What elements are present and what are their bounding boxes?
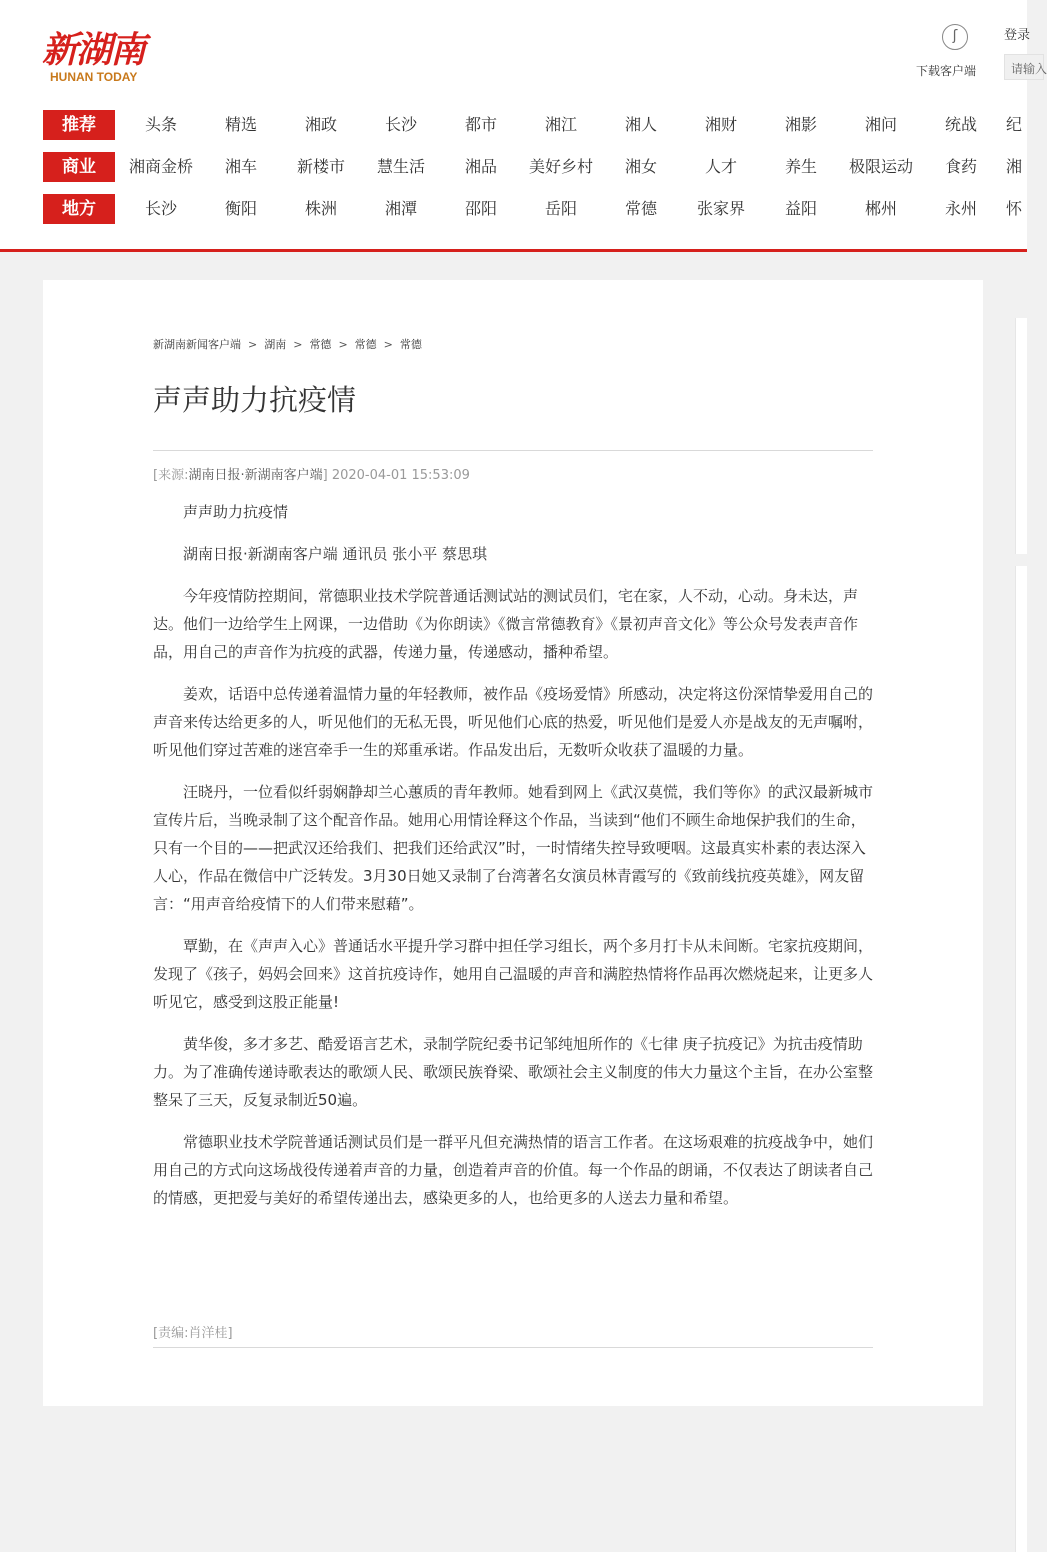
article-paragraph: 姜欢，话语中总传递着温情力量的年轻教师，被作品《疫场爱情》所感动，决定将这份深情挚爱用自己的声音来传达给更多的人，听见他们的无私无畏，听见他们心底的热爱，听见他们是爱人亦是战友的无声嘱咐，听见他们穿过苦难的迷宫牵手一生的郑重承诺。作品发出后，无数听众收获了温暖的力量。 (153, 685, 874, 759)
chevron-right-icon: > (383, 338, 393, 351)
breadcrumb-item[interactable]: 常德 (354, 338, 377, 351)
article-editor: [责编:肖洋桂] (153, 1326, 233, 1341)
search-input[interactable]: 请输入 (1004, 54, 1044, 80)
nav-item[interactable]: 衡阳 (224, 199, 257, 218)
nav-item[interactable]: 长沙 (144, 199, 177, 218)
logo-chinese: 新湖南 (42, 29, 145, 71)
breadcrumb (153, 336, 422, 352)
nav-item[interactable]: 湘财 (704, 115, 737, 134)
nav-item[interactable]: 长沙 (384, 115, 417, 134)
breadcrumb-item[interactable]: 新湖南新闻客户端 (153, 338, 241, 351)
chevron-right-icon: > (293, 338, 303, 351)
nav-item[interactable]: 永州 (944, 199, 977, 218)
nav-item[interactable]: 郴州 (864, 199, 897, 218)
chevron-right-icon: > (248, 338, 258, 351)
nav-item[interactable]: 益阳 (784, 199, 817, 218)
article-paragraph: 汪晓丹，一位看似纤弱娴静却兰心蕙质的青年教师。她看到网上《武汉莫慌，我们等你》的武汉最新城市宣传片后，当晚录制了这个配音作品。她用心用情诠释这个作品，当读到“他们不顾生命地保护我们的生命，只有一个目的——把武汉还给我们、把我们还给武汉”时，一时情绪失控导致哽咽。这最真实朴素的表达深入人心，作品在微信中广泛转发。3月30日她又录制了台湾著名女演员林青霞写的《致前线抗疫英雄》，网友留言：“用声音给疫情下的人们带来慰藉”。 (153, 783, 874, 913)
article-paragraph: 今年疫情防控期间，常德职业技术学院普通话测试站的测试员们，宅在家，人不动，心动。身未达，声达。他们一边给学生上网课，一边借助《为你朗读》《微言常德教育》《景初声音文化》等公众号发表声音作品，用自己的声音作为抗疫的武器，传递力量，传递感动，播种希望。 (153, 587, 859, 661)
nav-item[interactable]: 湘江 (544, 115, 577, 134)
article-title: 声声助力抗疫情 (153, 383, 357, 417)
article-paragraph: 黄华俊，多才多艺、酷爱语言艺术，录制学院纪委书记邹纯旭所作的《七律 庚子抗疫记》为抗击疫情助力。为了准确传递诗歌表达的歌颂人民、歌颂民族脊梁、歌颂社会主义制度的伟大力量这个主旨，在办公室整整呆了三天，反复录制近50遍。 (153, 1035, 874, 1109)
breadcrumb-item[interactable]: 湖南 (264, 338, 287, 351)
nav-item[interactable]: 美好乡村 (528, 157, 593, 176)
nav-item[interactable]: 湘 (1005, 157, 1022, 176)
article-source: 湖南日报·新湖南客户端 (188, 468, 323, 483)
nav-item[interactable]: 湘品 (464, 157, 497, 176)
nav-item[interactable]: 慧生活 (376, 157, 425, 176)
nav-item[interactable]: 精选 (224, 115, 257, 134)
breadcrumb-item[interactable]: 常德 (309, 338, 332, 351)
chevron-right-icon: > (338, 338, 348, 351)
side-panel (1015, 318, 1027, 554)
logo-english: HUNAN TODAY (50, 70, 138, 84)
divider (153, 1347, 873, 1348)
nav-item[interactable]: 湘商金桥 (128, 157, 193, 176)
meta-open: [来源: (153, 468, 189, 483)
article-paragraph: 常德职业技术学院普通话测试员们是一群平凡但充满热情的语言工作者。在这场艰难的抗疫战争中，她们用自己的方式向这场战役传递着声音的力量，创造着声音的价值。每一个作品的朗诵，不仅表达了朗读者自己的情感，更把爱与美好的希望传递出去，感染更多的人，也给更多的人送去力量和希望。 (153, 1133, 874, 1207)
nav-item[interactable]: 邵阳 (464, 199, 497, 218)
divider (153, 450, 873, 451)
nav-tag-business[interactable]: 商业 (43, 152, 115, 182)
article-paragraph: 覃勤，在《声声入心》普通话水平提升学习群中担任学习组长，两个多月打卡从未间断。宅家抗疫期间，发现了《孩子，妈妈会回来》这首抗疫诗作，她用自己温暖的声音和满腔热情将作品再次燃烧起来，让更多人听见它，感受到这股正能量! (153, 937, 874, 1011)
nav-item[interactable]: 极限运动 (848, 157, 913, 176)
login-link[interactable]: 登录 (1004, 28, 1031, 43)
article-paragraph: 湖南日报·新湖南客户端 通讯员 张小平 蔡思琪 (183, 545, 488, 563)
site-logo[interactable] (42, 22, 157, 88)
nav-item[interactable]: 湘人 (624, 115, 657, 134)
download-label: 下载客户端 (916, 64, 977, 78)
article-body (153, 498, 873, 1226)
nav-row-local (43, 194, 1027, 224)
nav-item[interactable]: 湘车 (224, 157, 257, 176)
nav-row-recommend (43, 110, 1027, 140)
nav-tag-local[interactable]: 地方 (43, 194, 115, 224)
breadcrumb-item[interactable]: 常德 (399, 338, 422, 351)
nav-item[interactable]: 株洲 (304, 199, 337, 218)
nav-item[interactable]: 张家界 (696, 199, 745, 218)
nav-item[interactable]: 怀 (1005, 199, 1022, 218)
article-paragraph: 声声助力抗疫情 (183, 503, 289, 521)
nav-item[interactable]: 统战 (944, 115, 977, 134)
article-time: 2020-04-01 15:53:09 (331, 468, 470, 483)
nav-item[interactable]: 养生 (784, 157, 817, 176)
nav-item[interactable]: 湘潭 (384, 199, 417, 218)
nav-item[interactable]: 都市 (464, 115, 497, 134)
nav-item[interactable]: 湘问 (864, 115, 897, 134)
site-header (0, 0, 1047, 252)
nav-tag-recommend[interactable]: 推荐 (43, 110, 115, 140)
nav-item[interactable]: 岳阳 (544, 199, 577, 218)
download-client-button[interactable] (916, 22, 992, 80)
article-meta (153, 464, 470, 483)
article-container (43, 280, 983, 1406)
nav-item[interactable]: 新楼市 (296, 157, 345, 176)
nav-item[interactable]: 头条 (144, 115, 177, 134)
nav-item[interactable]: 人才 (704, 157, 737, 176)
nav-row-business (43, 152, 1027, 182)
nav-item[interactable]: 食药 (944, 157, 977, 176)
nav-item[interactable]: 湘政 (304, 115, 337, 134)
nav-item[interactable]: 湘影 (784, 115, 817, 134)
side-panel (1015, 566, 1027, 1552)
nav-item[interactable]: 湘女 (624, 157, 657, 176)
meta-close: ] (322, 468, 328, 483)
nav-item[interactable]: 纪 (1005, 115, 1022, 134)
nav-item[interactable]: 常德 (624, 199, 657, 218)
download-icon: ʃ (942, 24, 968, 50)
